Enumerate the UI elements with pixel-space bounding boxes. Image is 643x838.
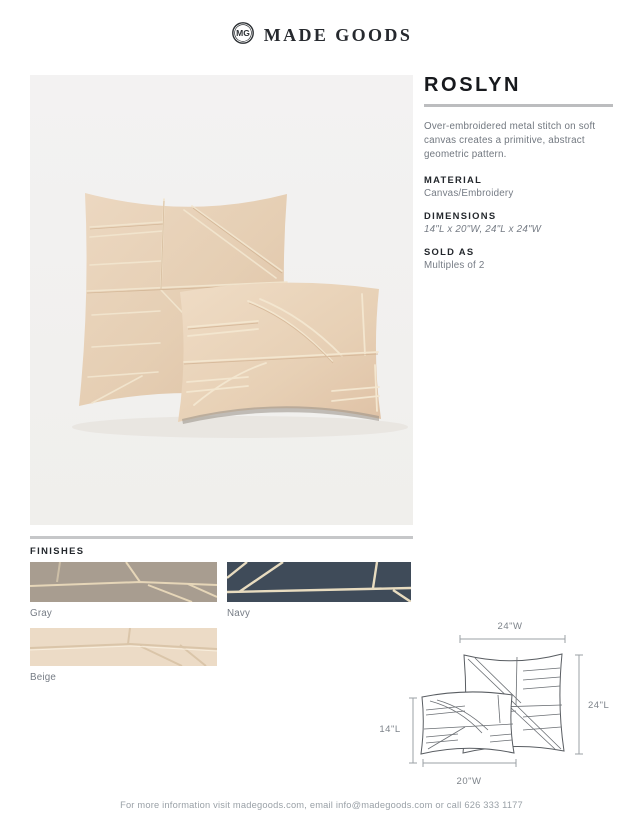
finish-label-beige: Beige [30,672,57,683]
made-goods-monogram-icon [231,21,255,50]
spec-dimensions [424,210,614,235]
material-value: Canvas/Embroidery [424,187,514,199]
product-info-panel [424,74,614,271]
finish-swatch-beige [30,628,217,666]
spec-sold-as [424,246,614,271]
pillows-photo-illustration [30,75,413,525]
finish-swatch-gray [30,562,217,602]
material-label: MATERIAL [424,173,483,185]
diagram-label-14l: 14"L [379,724,401,735]
svg-text:MG: MG [235,27,250,38]
sold-as-value: Multiples of 2 [424,259,485,271]
product-description: Over-embroidered metal stitch on soft canvas creates a primitive, abstract geometric pattern. [424,121,596,161]
dimensions-value: 14"L x 20"W, 24"L x 24"W [424,223,542,235]
diagram-label-20w: 20"W [456,776,482,787]
finish-label-navy: Navy [227,608,251,619]
finish-label-gray: Gray [30,608,53,619]
dimension-diagram [370,613,622,801]
diagram-label-24l: 24"L [588,700,610,711]
dimensions-label: DIMENSIONS [424,209,497,221]
product-title: ROSLYN [424,74,522,96]
diagram-label-24w: 24"W [497,621,523,632]
header [0,20,643,50]
finishes-divider [30,536,413,539]
footer-contact-text: For more information visit madegoods.com, email info@madegoods.com or call 626 333 1177 [120,800,523,810]
finish-swatch-navy [227,562,411,602]
title-divider [424,104,613,107]
product-photo [30,75,413,525]
brand-name: MADE GOODS [263,24,413,45]
finishes-heading: FINISHES [30,545,85,556]
sold-as-label: SOLD AS [424,245,475,257]
spec-material [424,174,614,199]
